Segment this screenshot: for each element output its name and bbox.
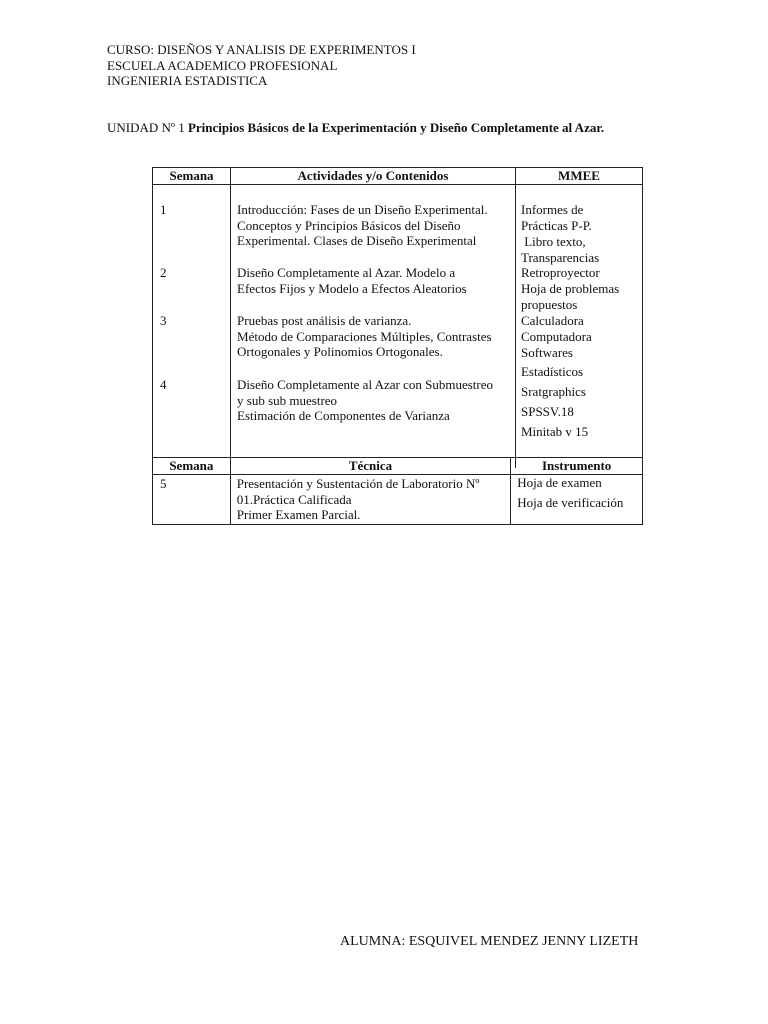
- activity-line: Experimental. Clases de Diseño Experimental: [237, 233, 477, 248]
- week-cell: 5: [153, 475, 231, 525]
- material-item: Sratgraphics: [520, 384, 586, 399]
- material-item: Retroproyector: [520, 265, 600, 280]
- activity-line: y sub sub muestreo: [237, 392, 338, 408]
- document-header: [107, 42, 416, 89]
- program-line: INGENIERIA ESTADISTICA: [107, 73, 268, 88]
- instrument-line: Hoja de verificación: [517, 495, 624, 510]
- course-line: CURSO: DISEÑOS Y ANALISIS DE EXPERIMENTOS I: [107, 42, 416, 57]
- activity-line: Método de Comparaciones Múltiples, Contrastes: [237, 328, 492, 344]
- table-row: [153, 185, 643, 469]
- week-4: 4: [160, 377, 167, 392]
- activity-2: [237, 265, 522, 296]
- activity-line: Conceptos y Principios Básicos del Diseño: [237, 217, 461, 233]
- header-week: Semana: [153, 458, 231, 475]
- activity-1: [237, 202, 522, 249]
- header-technique: Técnica: [230, 458, 511, 475]
- header-instrument: Instrumento: [511, 458, 643, 475]
- activity-line: Diseño Completamente al Azar. Modelo a: [237, 265, 456, 280]
- header-activities: Actividades y/o Contenidos: [231, 168, 516, 185]
- activity-line: Efectos Fijos y Modelo a Efectos Aleatorios: [237, 280, 467, 296]
- material-item: Minitab v 15: [520, 424, 589, 439]
- activity-line: Diseño Completamente al Azar con Submuestreo: [237, 377, 493, 392]
- material-item: SPSSV.18: [520, 404, 574, 419]
- material-item: Estadísticos: [520, 364, 584, 379]
- material-item: Hoja de problemas: [520, 281, 620, 296]
- technique-line: Presentación y Sustentación de Laboratorio Nº: [236, 476, 480, 491]
- activities-table: [152, 167, 643, 468]
- material-item: Informes de: [520, 202, 584, 217]
- activity-line: Estimación de Componentes de Varianza: [237, 408, 450, 423]
- student-signature: ALUMNA: ESQUIVEL MENDEZ JENNY LIZETH: [340, 934, 639, 949]
- week-3: 3: [160, 313, 167, 328]
- material-item: Transparencias: [520, 250, 600, 265]
- material-item: Prácticas P-P.: [520, 218, 592, 233]
- table-row: [153, 475, 643, 525]
- technique-cell: [230, 475, 511, 525]
- unit-name: Principios Básicos de la Experimentación y Diseño Completamente al Azar.: [187, 120, 605, 135]
- week-cell: [153, 185, 231, 469]
- material-item: Libro texto,: [520, 234, 586, 249]
- header-materials: MMEE: [515, 168, 642, 185]
- instrument-cell: [511, 475, 643, 525]
- unit-prefix: UNIDAD Nº 1: [107, 120, 188, 135]
- activity-line: Pruebas post análisis de varianza.: [237, 313, 412, 328]
- unit-title: [107, 120, 604, 136]
- material-item: Softwares: [520, 345, 573, 360]
- school-line: ESCUELA ACADEMICO PROFESIONAL: [107, 57, 338, 73]
- activities-cell: [231, 185, 516, 469]
- technique-line: Primer Examen Parcial.: [236, 507, 361, 522]
- technique-line: 01.Práctica Calificada: [236, 491, 352, 507]
- table-header-row: [153, 168, 643, 185]
- activity-4: [237, 377, 522, 424]
- week-2: 2: [160, 265, 167, 280]
- header-week: Semana: [153, 168, 231, 185]
- instrument-line: Hoja de examen: [517, 475, 602, 490]
- material-item: propuestos: [520, 297, 578, 312]
- table-header-row: [153, 458, 643, 475]
- material-item: Computadora: [520, 329, 592, 344]
- material-item: Calculadora: [520, 313, 584, 328]
- activity-line: Introducción: Fases de un Diseño Experimental.: [237, 202, 488, 217]
- activity-3: [237, 313, 522, 360]
- evaluation-table: [152, 457, 643, 525]
- activity-line: Ortogonales y Polinomios Ortogonales.: [237, 344, 443, 359]
- week-1: 1: [160, 202, 167, 217]
- materials-cell: [515, 185, 642, 469]
